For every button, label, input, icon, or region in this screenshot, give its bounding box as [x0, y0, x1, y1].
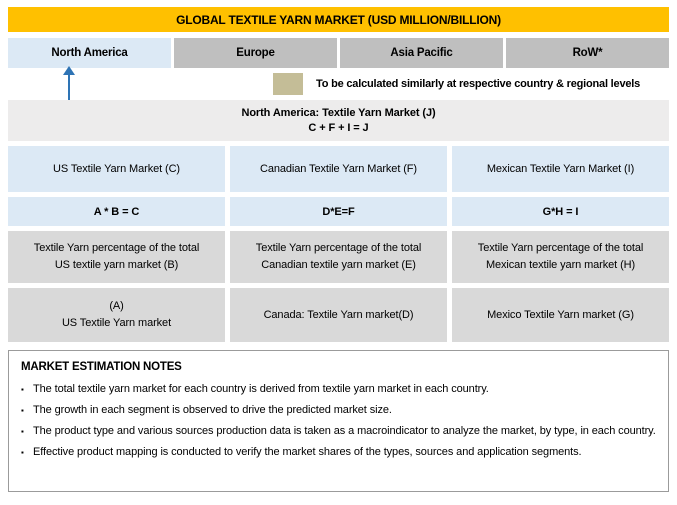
market-estimation-notes — [8, 350, 669, 492]
note-item — [21, 442, 656, 463]
us-share-line2: US textile yarn market (B) — [54, 259, 179, 271]
global-market-banner — [8, 7, 669, 32]
bullet-icon: ▪ — [21, 385, 24, 394]
global-market-title: GLOBAL TEXTILE YARN MARKET (USD MILLION/BILLION) — [176, 12, 501, 27]
region-label: North America — [51, 47, 128, 59]
mexico-share-box — [452, 231, 669, 283]
us-formula-box — [8, 197, 225, 226]
mexico-market-label: Mexican Textile Yarn Market (I) — [486, 163, 635, 175]
region-label: Asia Pacific — [390, 47, 453, 59]
mexico-base-line1: Mexico Textile Yarn market (G) — [487, 308, 634, 321]
note-item — [21, 400, 656, 421]
region-row — [8, 38, 669, 68]
legend-note: To be calculated similarly at respective country & regional levels — [316, 78, 641, 90]
arrow-shaft — [68, 75, 70, 100]
arrow-head — [63, 66, 75, 75]
region-label: RoW* — [572, 47, 603, 59]
canada-formula-label: D*E=F — [322, 205, 355, 218]
us-share-box — [8, 231, 225, 283]
region-box-north-america — [8, 38, 171, 68]
note-item — [21, 379, 656, 400]
us-formula-label: A * B = C — [93, 205, 140, 218]
note-item — [21, 421, 656, 442]
us-base-box — [8, 288, 225, 342]
bullet-icon: ▪ — [21, 448, 24, 457]
canada-base-line1: Canada: Textile Yarn market(D) — [263, 308, 414, 321]
region-label: Europe — [236, 47, 275, 59]
canada-share-box — [230, 231, 447, 283]
regional-total-title: North America: Textile Yarn Market (J) — [241, 107, 436, 119]
canada-market-label: Canadian Textile Yarn Market (F) — [260, 163, 417, 175]
note-text: The growth in each segment is observed to drive the predicted market size. — [33, 404, 392, 416]
canada-share-line2: Canadian textile yarn market (E) — [261, 259, 416, 271]
note-text: The total textile yarn market for each country is derived from textile yarn market in each country. — [33, 383, 489, 395]
us-market-box — [8, 146, 225, 192]
note-text: Effective product mapping is conducted to verify the market shares of the types, sources and application segments. — [33, 446, 582, 458]
arrow-up-icon — [62, 66, 75, 100]
us-market-label: US Textile Yarn Market (C) — [53, 163, 180, 175]
mexico-formula-box — [452, 197, 669, 226]
mexico-share-line1: Textile Yarn percentage of the total — [477, 242, 644, 254]
region-box-asia-pacific — [340, 38, 503, 68]
canada-market-box — [230, 146, 447, 192]
region-box-row — [506, 38, 669, 68]
legend-tan-swatch — [273, 73, 303, 95]
country-market-row — [8, 146, 669, 192]
mexico-market-box — [452, 146, 669, 192]
canada-base-box — [230, 288, 447, 342]
us-base-line1: (A) — [109, 300, 124, 312]
bullet-icon: ▪ — [21, 406, 24, 415]
notes-title: MARKET ESTIMATION NOTES — [21, 361, 182, 373]
share-row — [8, 231, 669, 283]
us-share-line1: Textile Yarn percentage of the total — [33, 242, 200, 254]
note-text: The product type and various sources production data is taken as a macroindicator to analyze the market, by type, in each country. — [33, 425, 656, 437]
canada-share-line1: Textile Yarn percentage of the total — [255, 242, 422, 254]
region-box-europe — [174, 38, 337, 68]
mexico-base-box — [452, 288, 669, 342]
mexico-share-line2: Mexican textile yarn market (H) — [485, 259, 636, 271]
bullet-icon: ▪ — [21, 427, 24, 436]
formula-row — [8, 197, 669, 226]
regional-total-box — [8, 100, 669, 141]
regional-total-formula: C + F + I = J — [308, 122, 369, 134]
us-base-line2: US Textile Yarn market — [61, 317, 172, 329]
canada-formula-box — [230, 197, 447, 226]
base-market-row — [8, 288, 669, 342]
mexico-formula-label: G*H = I — [542, 205, 579, 218]
